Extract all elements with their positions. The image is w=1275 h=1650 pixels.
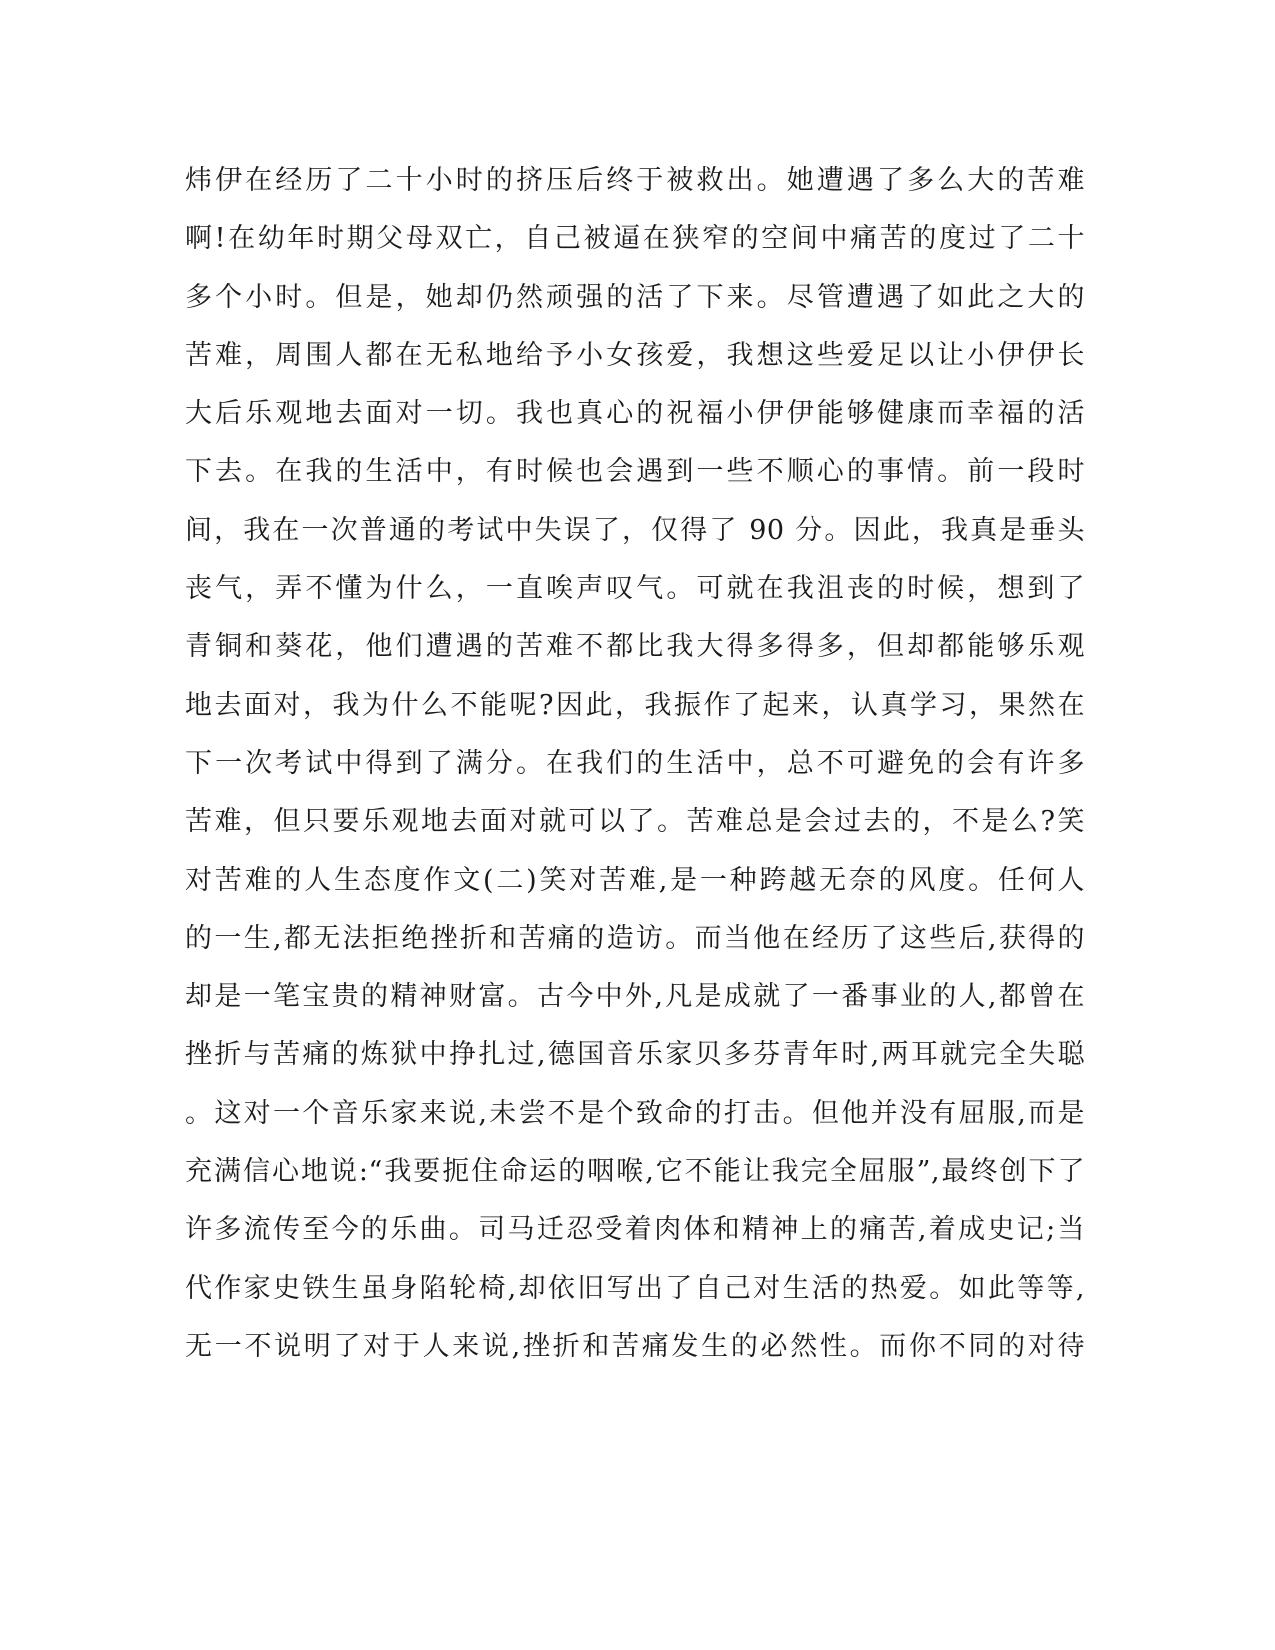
text-line-18: 充满信心地说:“我要扼住命运的咽喉,它不能让我完全屈服”,最终创下了 (185, 1156, 1085, 1188)
text-line-1: 炜伊在经历了二十小时的挤压后终于被救出。她遭遇了多么大的苦难 (185, 165, 1085, 196)
text-line-8: 丧气，弄不懂为什么，一直唉声叹气。可就在我沮丧的时候，想到了 (185, 573, 1085, 605)
text-line-12: 苦难，但只要乐观地去面对就可以了。苦难总是会过去的，不是么?笑 (185, 806, 1085, 838)
text-line-17: 。这对一个音乐家来说,未尝不是个致命的打击。但他并没有屈服,而是 (185, 1097, 1085, 1129)
text-line-14: 的一生,都无法拒绝挫折和苦痛的造访。而当他在经历了这些后,获得的 (185, 922, 1085, 954)
text-line-13: 对苦难的人生态度作文(二)笑对苦难,是一种跨越无奈的风度。任何人 (185, 864, 1085, 896)
text-line-2: 啊!在幼年时期父母双亡，自己被逼在狭窄的空间中痛苦的度过了二十 (185, 223, 1085, 255)
text-line-3: 多个小时。但是，她却仍然顽强的活了下来。尽管遭遇了如此之大的 (185, 281, 1085, 313)
text-line-7: 间，我在一次普通的考试中失误了，仅得了 90 分。因此，我真是垂头 (185, 514, 1085, 546)
text-line-9: 青铜和葵花，他们遭遇的苦难不都比我大得多得多，但却都能够乐观 (185, 631, 1085, 663)
text-line-4: 苦难，周围人都在无私地给予小女孩爱，我想这些爱足以让小伊伊长 (185, 339, 1085, 371)
text-line-10: 地去面对，我为什么不能呢?因此，我振作了起来，认真学习，果然在 (185, 689, 1085, 721)
text-line-15: 却是一笔宝贵的精神财富。古今中外,凡是成就了一番事业的人,都曾在 (185, 981, 1085, 1013)
body-text (185, 152, 1085, 1376)
text-line-21: 无一不说明了对于人来说,挫折和苦痛发生的必然性。而你不同的对待 (185, 1330, 1085, 1362)
text-line-5: 大后乐观地去面对一切。我也真心的祝福小伊伊能够健康而幸福的活 (185, 398, 1085, 430)
text-line-6: 下去。在我的生活中，有时候也会遇到一些不顺心的事情。前一段时 (185, 456, 1085, 488)
text-line-16: 挫折与苦痛的炼狱中挣扎过,德国音乐家贝多芬青年时,两耳就完全失聪 (185, 1039, 1085, 1071)
text-line-11: 下一次考试中得到了满分。在我们的生活中，总不可避免的会有许多 (185, 747, 1085, 779)
text-line-20: 代作家史铁生虽身陷轮椅,却依旧写出了自己对生活的热爱。如此等等, (185, 1272, 1085, 1304)
text-line-19: 许多流传至今的乐曲。司马迁忍受着肉体和精神上的痛苦,着成史记;当 (185, 1214, 1085, 1246)
